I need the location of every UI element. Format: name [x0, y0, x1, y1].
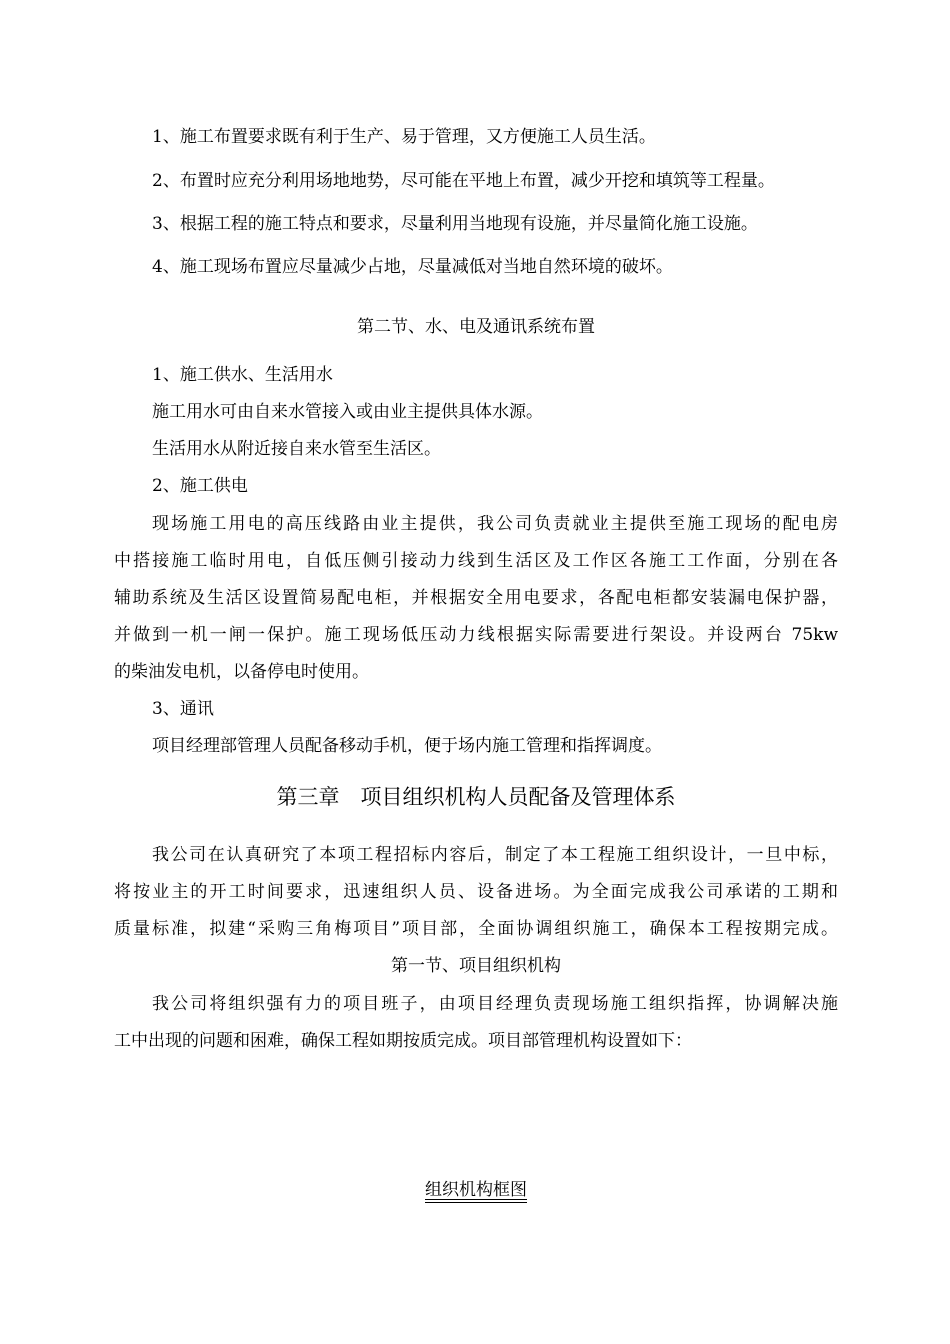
water-line-2: 生活用水从附近接自来水管至生活区。: [152, 439, 441, 459]
comms-line-1: 项目经理部管理人员配备移动手机，便于场内施工管理和指挥调度。: [152, 736, 662, 756]
power-heading: 2、施工供电: [152, 476, 248, 496]
power-line-5: 的柴油发电机，以备停电时使用。: [114, 662, 369, 682]
water-line-1: 施工用水可由自来水管接入或由业主提供具体水源。: [152, 402, 543, 422]
principle-2: 2、布置时应充分利用场地地势，尽可能在平地上布置，减少开挖和填筑等工程量。: [152, 171, 775, 191]
comms-heading: 3、通讯: [152, 699, 214, 719]
chapter-3-intro-3: 质量标准，拟建“采购三角梅项目”项目部，全面协调组织施工，确保本工程按期完成。: [114, 919, 838, 939]
figure-caption: [114, 1178, 838, 1202]
section-1-title: 第一节、项目组织机构: [391, 956, 561, 976]
chapter-3-intro-1: 我公司在认真研究了本项工程招标内容后，制定了本工程施工组织设计，一旦中标，: [152, 845, 838, 865]
power-line-2: 中搭接施工临时用电，自低压侧引接动力线到生活区及工作区各施工工作面，分别在各: [114, 551, 838, 571]
chapter-3-title: 第三章 项目组织机构人员配备及管理体系: [276, 785, 676, 809]
principle-4: 4、施工现场布置应尽量减少占地，尽量减低对当地自然环境的破坏。: [152, 257, 673, 277]
principle-1: 1、施工布置要求既有利于生产、易于管理，又方便施工人员生活。: [152, 127, 656, 147]
section-2-title: 第二节、水、电及通讯系统布置: [357, 317, 595, 337]
section-1-line-1: 我公司将组织强有力的项目班子，由项目经理负责现场施工组织指挥，协调解决施: [152, 994, 838, 1014]
section-1-line-2: 工中出现的问题和困难，确保工程如期按质完成。项目部管理机构设置如下：: [114, 1031, 692, 1051]
power-line-4: 并做到一机一闸一保护。施工现场低压动力线根据实际需要进行架设。并设两台 75kw: [114, 625, 838, 645]
power-line-3: 辅助系统及生活区设置简易配电柜，并根据安全用电要求，各配电柜都安装漏电保护器，: [114, 588, 838, 608]
chapter-3-intro-2: 将按业主的开工时间要求，迅速组织人员、设备进场。为全面完成我公司承诺的工期和: [114, 882, 838, 902]
water-heading: 1、施工供水、生活用水: [152, 365, 333, 385]
principle-3: 3、根据工程的施工特点和要求，尽量利用当地现有设施，并尽量简化施工设施。: [152, 214, 758, 234]
power-line-1: 现场施工用电的高压线路由业主提供，我公司负责就业主提供至施工现场的配电房: [152, 514, 838, 534]
figure-caption-text: 组织机构框图: [425, 1180, 527, 1200]
